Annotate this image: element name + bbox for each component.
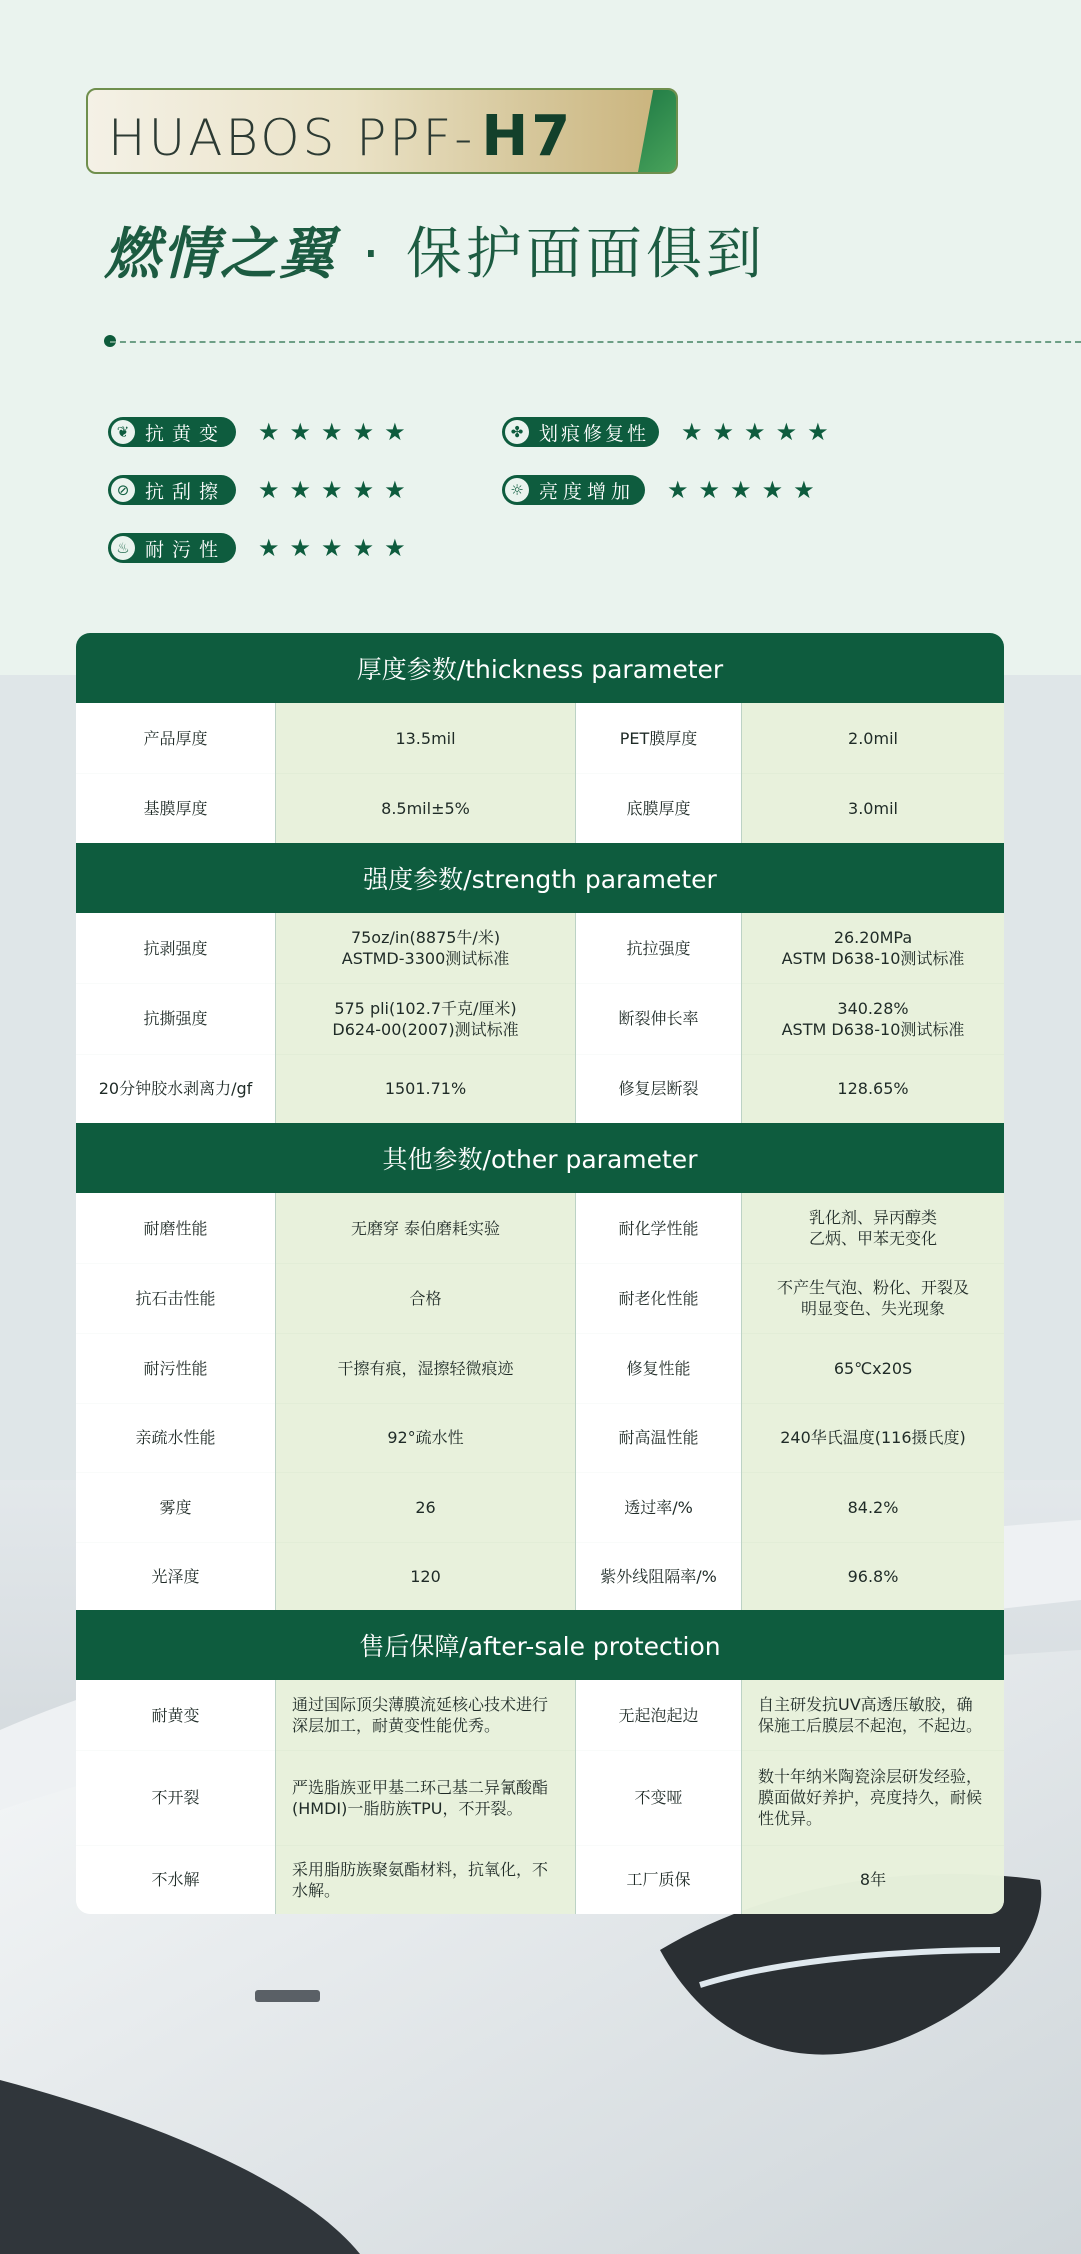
param-value [276,1263,576,1333]
cell-text: 耐污性能 [143,1358,208,1378]
param-value [742,1680,1004,1750]
cell-text: 不开裂 [151,1788,200,1807]
table-row [76,1542,1004,1611]
param-label [76,1542,276,1610]
param-label [576,1263,742,1333]
param-label [76,1680,276,1750]
param-value [276,1680,576,1750]
param-value [742,1750,1004,1845]
param-label [76,983,276,1054]
table-row [76,913,1004,984]
cell-text: 无磨穿 泰伯磨耗实验 [350,1218,501,1238]
feature-anti-yellowing: ❦ 抗黄变 ★★★★★ [108,417,416,447]
param-label [76,1403,276,1472]
cell-text: 26 [415,1497,436,1517]
param-label [576,1472,742,1542]
param-label [76,1472,276,1542]
slash-circle-icon: ⊘ [111,478,135,502]
feature-anti-scratch: ⊘ 抗刮擦 ★★★★★ [108,475,416,505]
cell-text: 耐磨性能 [143,1218,208,1238]
feature-stain-resistance: ♨ 耐污性 ★★★★★ [108,533,416,563]
cell-text: 严选脂族亚甲基二环己基二异氰酸酯(HMDI)一脂肪族TPU，不开裂。 [292,1777,549,1818]
cell-text: 修复性能 [626,1358,691,1378]
param-label [576,983,742,1054]
cell-text: 工厂质保 [626,1870,691,1889]
cell-text: 断裂伸长率 [618,1009,699,1028]
cell-text: 75oz/in(8875牛/米) ASTMD-3300测试标准 [341,928,510,968]
table-row [76,1680,1004,1751]
cell-text: 合格 [409,1288,442,1308]
cell-text: 干擦有痕，湿擦轻微痕迹 [337,1358,514,1378]
cell-text: 抗剥强度 [143,938,208,958]
param-label [576,1054,742,1123]
slogan-bold: 燃情之翼 [104,222,336,287]
table-row [76,1193,1004,1264]
cell-text: 基膜厚度 [143,798,208,818]
cell-text: 2.0mil [848,728,898,748]
cell-text: 透过率/% [624,1497,693,1517]
slogan [104,210,766,290]
param-value [742,1542,1004,1610]
cell-text: 耐高温性能 [618,1428,699,1447]
slogan-separator: · [362,222,380,287]
cell-text: 不水解 [151,1870,200,1889]
dashed-divider [110,341,1081,343]
param-value [742,983,1004,1054]
section-header-other: 其他参数/other parameter [76,1123,1004,1193]
param-label [76,1054,276,1123]
cell-text: 雾度 [159,1497,192,1517]
param-value [276,1750,576,1845]
param-value [742,703,1004,773]
clover-icon: ✤ [505,420,529,444]
param-value [276,703,576,773]
cell-text: 120 [410,1566,441,1586]
param-label [576,1845,742,1914]
cell-text: 紫外线阻隔率/% [600,1566,717,1586]
cell-text: 128.65% [837,1079,909,1098]
section-header-thickness: 厚度参数/thickness parameter [76,633,1004,703]
cell-text: 96.8% [847,1566,899,1586]
param-label [576,1333,742,1403]
banner-stripe [638,90,676,172]
brand-title-banner [86,88,678,174]
cell-text: 575 pli(102.7千克/厘米) D624-00(2007)测试标准 [332,998,519,1039]
cell-text: 抗石击性能 [135,1288,216,1308]
cell-text: 乳化剂、异丙醇类 乙炳、甲苯无变化 [808,1208,937,1248]
table-row [76,773,1004,844]
cell-text: 修复层断裂 [618,1079,699,1098]
cell-text: 采用脂肪族聚氨酯材料，抗氧化，不水解。 [292,1859,549,1900]
table-row [76,1263,1004,1334]
param-value [742,1333,1004,1403]
table-row [76,1054,1004,1124]
slogan-light: 保护面面俱到 [405,222,766,287]
param-label [76,1333,276,1403]
cell-text: 26.20MPa ASTM D638-10测试标准 [781,928,965,968]
cell-text: 340.28% ASTM D638-10测试标准 [781,998,965,1039]
table-row [76,1750,1004,1846]
param-value [276,773,576,843]
feature-brightness: ☼ 亮度增加 ★★★★★ [502,475,825,505]
table-row [76,703,1004,774]
param-label [576,1193,742,1263]
cell-text: 13.5mil [395,728,456,748]
cell-text: 抗撕强度 [143,1009,208,1028]
param-value [742,1845,1004,1914]
section-header-strength: 强度参数/strength parameter [76,843,1004,913]
param-label [576,703,742,773]
cell-text: 无起泡起边 [618,1705,699,1725]
param-label [576,1680,742,1750]
cell-text: 自主研发抗UV高透压敏胶，确保施工后膜层不起泡，不起边。 [758,1695,983,1735]
param-value [742,1193,1004,1263]
cell-text: 240华氏温度(116摄氏度) [780,1428,966,1447]
param-label [76,703,276,773]
param-label [76,1263,276,1333]
param-value [276,1333,576,1403]
param-label [576,1750,742,1845]
section-header-aftersale: 售后保障/after-sale protection [76,1610,1004,1680]
cell-text: 耐黄变 [151,1705,200,1725]
cell-text: 光泽度 [151,1566,200,1586]
cell-text: 92°疏水性 [387,1428,464,1447]
param-label [76,1193,276,1263]
table-row [76,1845,1004,1914]
cell-text: 通过国际顶尖薄膜流延核心技术进行深层加工，耐黄变性能优秀。 [292,1695,549,1735]
param-label [576,773,742,843]
cell-text: 底膜厚度 [626,798,691,818]
cell-text: 亲疏水性能 [135,1428,216,1447]
drop-icon: ♨ [111,536,135,560]
param-label [576,1542,742,1610]
cell-text: 20分钟胶水剥离力/gf [98,1079,253,1098]
param-label [76,773,276,843]
param-label [576,913,742,983]
rating-stars: ★★★★★ [681,418,839,446]
param-label [76,1845,276,1914]
param-value [276,1472,576,1542]
cell-text: 耐化学性能 [618,1218,699,1238]
table-row [76,983,1004,1055]
feature-scratch-repair: ✤ 划痕修复性 ★★★★★ [502,417,839,447]
param-value [742,1403,1004,1472]
rating-stars: ★★★★★ [258,418,416,446]
cell-text: 不产生气泡、粉化、开裂及 明显变色、失光现象 [776,1278,969,1318]
table-row [76,1472,1004,1543]
cell-text: 不变哑 [634,1788,683,1807]
cell-text: 抗拉强度 [626,938,691,958]
param-value [742,1263,1004,1333]
cell-text: 84.2% [847,1497,899,1517]
rating-stars: ★★★★★ [258,476,416,504]
param-value [742,913,1004,983]
param-value [276,983,576,1054]
table-row [76,1403,1004,1473]
param-value [276,1403,576,1472]
table-row [76,1333,1004,1404]
cell-text: 产品厚度 [143,728,208,748]
cell-text: 8年 [859,1870,887,1889]
param-value [276,913,576,983]
param-value [276,1193,576,1263]
param-label [76,1750,276,1845]
param-value [742,1472,1004,1542]
cell-text: 耐老化性能 [618,1288,699,1308]
param-value [276,1054,576,1123]
param-value [276,1542,576,1610]
cell-text: 1501.71% [384,1079,467,1098]
rating-stars: ★★★★★ [667,476,825,504]
cell-text: 8.5mil±5% [381,798,470,818]
param-label [76,913,276,983]
sun-icon: ☼ [505,478,529,502]
param-value [742,1054,1004,1123]
param-value [742,773,1004,843]
param-value [276,1845,576,1914]
brand-title: HUABOS PPF- H7 [108,104,574,169]
cell-text: 65℃x20S [833,1358,913,1378]
parameter-table [76,633,1004,1914]
cell-text: 数十年纳米陶瓷涂层研发经验，膜面做好养护，亮度持久，耐候性优异。 [758,1767,983,1828]
leaf-icon: ❦ [111,420,135,444]
param-label [576,1403,742,1472]
rating-stars: ★★★★★ [258,534,416,562]
cell-text: PET膜厚度 [619,728,698,748]
cell-text: 3.0mil [848,798,898,818]
